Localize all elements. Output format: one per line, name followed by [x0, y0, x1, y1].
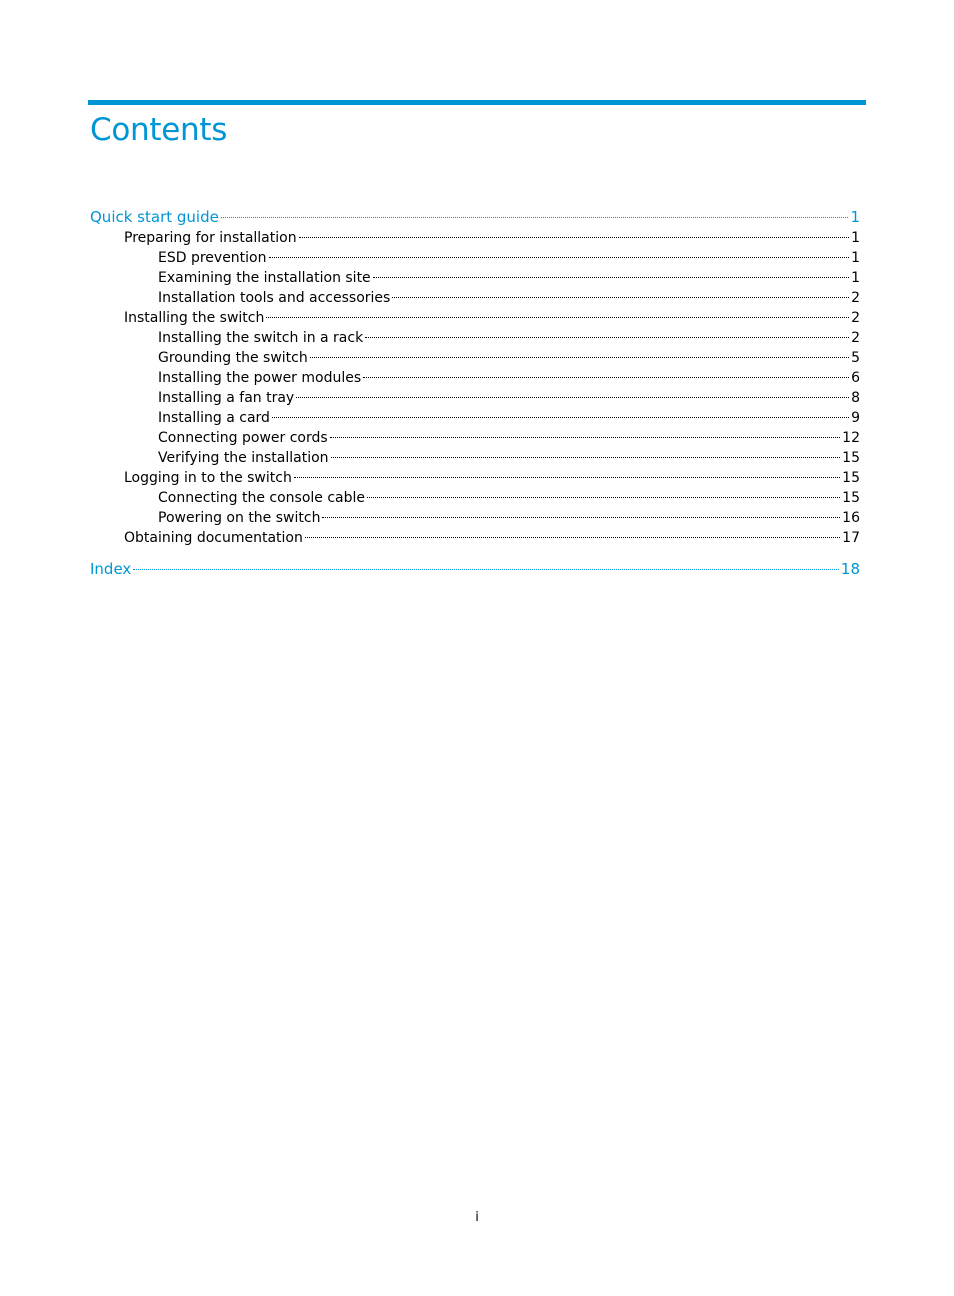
toc-dot-leader — [269, 256, 850, 258]
toc-entry-page: 1 — [851, 250, 860, 266]
toc-entry[interactable] — [90, 388, 860, 408]
toc-entry-page: 1 — [851, 270, 860, 286]
toc-entry[interactable] — [90, 468, 860, 488]
toc-entry[interactable] — [90, 508, 860, 528]
toc-entry[interactable] — [90, 408, 860, 428]
toc-dot-leader — [133, 568, 839, 570]
toc-entry-title: Index — [90, 560, 132, 578]
toc-entry-page: 12 — [842, 430, 860, 446]
toc-entry-page: 15 — [842, 450, 860, 466]
toc-entry-title: Powering on the switch — [158, 510, 321, 526]
toc-entry[interactable] — [90, 308, 860, 328]
toc-entry-page: 2 — [851, 330, 860, 346]
toc-dot-leader — [365, 336, 849, 338]
toc-entry-title: Verifying the installation — [158, 450, 329, 466]
toc-entry[interactable] — [90, 348, 860, 368]
toc-entry-title: Examining the installation site — [158, 270, 371, 286]
toc-entry[interactable] — [90, 528, 860, 548]
toc-dot-leader — [296, 396, 849, 398]
toc-entry-page: 9 — [851, 410, 860, 426]
toc-entry-page: 15 — [842, 490, 860, 506]
toc-dot-leader — [363, 376, 849, 378]
toc-entry-title: Logging in to the switch — [124, 470, 292, 486]
toc-dot-leader — [299, 236, 849, 238]
toc-dot-leader — [305, 536, 840, 538]
toc-entry-page: 1 — [850, 208, 860, 226]
toc-dot-leader — [272, 416, 849, 418]
header-rule — [88, 100, 866, 105]
toc-dot-leader — [266, 316, 849, 318]
toc-dot-leader — [322, 516, 840, 518]
toc-dot-leader — [310, 356, 849, 358]
toc-entry-title: Installation tools and accessories — [158, 290, 391, 306]
toc-entry-title: Connecting power cords — [158, 430, 328, 446]
toc-entry-title: Installing the switch — [124, 310, 265, 326]
toc-entry[interactable] — [90, 268, 860, 288]
toc-entry-page: 1 — [851, 230, 860, 246]
table-of-contents — [90, 206, 860, 580]
toc-dot-leader — [367, 496, 840, 498]
toc-entry-title: Grounding the switch — [158, 350, 308, 366]
toc-entry-page: 18 — [840, 560, 860, 578]
toc-entry-page: 15 — [842, 470, 860, 486]
toc-entry-page: 2 — [851, 310, 860, 326]
toc-dot-leader — [331, 456, 841, 458]
toc-entry-title: Installing a card — [158, 410, 270, 426]
toc-entry[interactable] — [90, 428, 860, 448]
toc-entry-title: Obtaining documentation — [124, 530, 303, 546]
toc-entry-title: Installing the switch in a rack — [158, 330, 364, 346]
toc-dot-leader — [294, 476, 840, 478]
toc-entry-title: Installing the power modules — [158, 370, 362, 386]
toc-entry-page: 2 — [851, 290, 860, 306]
toc-entry-title: Preparing for installation — [124, 230, 297, 246]
toc-entry[interactable] — [90, 328, 860, 348]
page-title: Contents — [90, 112, 228, 148]
toc-entry-title: Connecting the console cable — [158, 490, 366, 506]
toc-entry-page: 6 — [851, 370, 860, 386]
toc-entry-title: ESD prevention — [158, 250, 267, 266]
toc-entry[interactable] — [90, 206, 860, 228]
toc-entry[interactable] — [90, 248, 860, 268]
toc-entry[interactable] — [90, 288, 860, 308]
toc-entry[interactable] — [90, 448, 860, 468]
toc-entry-page: 5 — [851, 350, 860, 366]
toc-entry[interactable] — [90, 488, 860, 508]
toc-entry-page: 8 — [851, 390, 860, 406]
toc-entry[interactable] — [90, 368, 860, 388]
toc-dot-leader — [392, 296, 849, 298]
toc-dot-leader — [221, 216, 849, 218]
toc-entry-title: Quick start guide — [90, 208, 219, 226]
toc-entry-page: 16 — [842, 510, 860, 526]
toc-dot-leader — [330, 436, 841, 438]
toc-entry-page: 17 — [842, 530, 860, 546]
toc-dot-leader — [373, 276, 849, 278]
toc-entry-title: Installing a fan tray — [158, 390, 295, 406]
toc-entry[interactable] — [90, 558, 860, 580]
toc-entry[interactable] — [90, 228, 860, 248]
footer-page-number: i — [475, 1210, 479, 1225]
